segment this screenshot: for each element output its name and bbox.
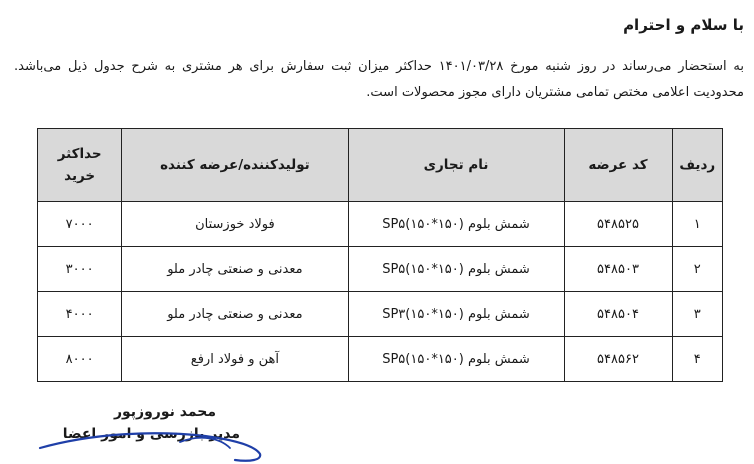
cell-row-number: ۲ [672, 247, 723, 292]
cell-row-number: ۱ [672, 202, 723, 247]
signature-scribble [30, 404, 270, 464]
cell-trade-name: شمش بلوم (۱۵۰*۱۵۰)SP۳ [348, 292, 564, 337]
cell-row-number: ۴ [672, 337, 723, 382]
cell-trade-name: شمش بلوم (۱۵۰*۱۵۰)SP۵ [348, 337, 564, 382]
table-row [38, 292, 723, 337]
table-row [38, 202, 723, 247]
cell-offer-code: ۵۴۸۵۰۳ [564, 247, 672, 292]
cell-offer-code: ۵۴۸۵۰۴ [564, 292, 672, 337]
order-limit-table [37, 128, 723, 382]
cell-producer: آهن و فولاد ارفع [122, 337, 348, 382]
cell-producer: فولاد خوزستان [122, 202, 348, 247]
table-row [38, 247, 723, 292]
header-producer: تولیدکننده/عرضه کننده [122, 129, 348, 202]
header-offer-code: کد عرضه [564, 129, 672, 202]
table-row [38, 337, 723, 382]
signer-title: مدیر بازرسی و امور اعضا [62, 426, 240, 442]
cell-trade-name: شمش بلوم (۱۵۰*۱۵۰)SP۵ [348, 247, 564, 292]
cell-offer-code: ۵۴۸۵۲۵ [564, 202, 672, 247]
cell-row-number: ۳ [672, 292, 723, 337]
cell-max-purchase: ۷۰۰۰ [38, 202, 122, 247]
cell-trade-name: شمش بلوم (۱۵۰*۱۵۰)SP۵ [348, 202, 564, 247]
cell-producer: معدنی و صنعتی چادر ملو [122, 292, 348, 337]
cell-offer-code: ۵۴۸۵۶۲ [564, 337, 672, 382]
letter-greeting: با سلام و احترام [623, 16, 744, 34]
table-header-row [38, 129, 723, 202]
signature-block [30, 404, 240, 442]
cell-max-purchase: ۴۰۰۰ [38, 292, 122, 337]
cell-max-purchase: ۳۰۰۰ [38, 247, 122, 292]
header-trade-name: نام تجاری [348, 129, 564, 202]
header-row-number: ردیف [672, 129, 723, 202]
letter-paragraph: به استحضار می‌رساند در روز شنبه مورخ ۱۴۰۱/۰۳/۲۸ حداکثر میزان ثبت سفارش برای هر مشتری به شرح جدول ذیل می‌باشد. محدودیت اعلامی مختص تمامی مشتریان دارای مجوز محصولات است. [14, 59, 744, 100]
cell-producer: معدنی و صنعتی چادر ملو [122, 247, 348, 292]
header-max-purchase: حداکثر خرید [38, 129, 122, 202]
cell-max-purchase: ۸۰۰۰ [38, 337, 122, 382]
signer-name: محمد نوروزپور [113, 404, 216, 420]
